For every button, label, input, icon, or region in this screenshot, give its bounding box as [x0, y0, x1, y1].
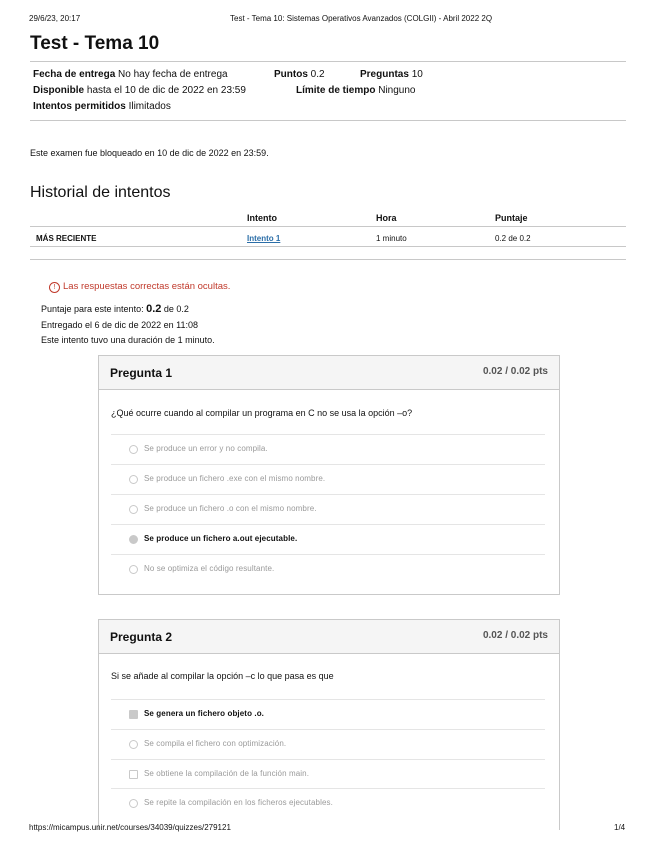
hidden-answers-warning	[49, 281, 230, 293]
points-label: Puntos	[274, 69, 308, 80]
option-label: No se optimiza el código resultante.	[144, 564, 275, 573]
print-document-title: Test - Tema 10: Sistemas Operativos Avanzados (COLGII) - Abril 2022 2Q	[230, 14, 493, 23]
score-prefix: Puntaje para este intento:	[41, 304, 144, 314]
submitted-at: Entregado el 6 de dic de 2022 en 11:08	[41, 320, 198, 330]
score-value: 0.2	[146, 303, 162, 315]
attempts-info	[33, 101, 171, 112]
available-label: Disponible	[33, 85, 85, 96]
question-2-option-3[interactable]	[111, 759, 545, 789]
question-1-title: Pregunta 1	[110, 366, 173, 380]
radio-icon[interactable]	[129, 740, 138, 749]
option-label: Se produce un fichero .o con el mismo nombre.	[144, 504, 317, 513]
radio-icon[interactable]	[129, 475, 138, 484]
question-1-card	[98, 355, 560, 595]
question-2-title: Pregunta 2	[110, 630, 173, 644]
option-label: Se compila el fichero con optimización.	[144, 739, 287, 748]
question-2-card	[98, 619, 560, 830]
radio-selected-icon[interactable]	[129, 535, 138, 544]
question-2-text: Si se añade al compilar la opción –c lo que pasa es que	[111, 671, 334, 681]
question-1-header	[99, 356, 559, 390]
question-1-option-2[interactable]	[111, 464, 545, 494]
history-header-divider	[30, 226, 626, 227]
history-row-score: 0.2 de 0.2	[495, 234, 531, 243]
option-label: Se produce un error y no compila.	[144, 444, 268, 453]
question-1-option-4[interactable]	[111, 524, 545, 554]
due-date-value: No hay fecha de entrega	[118, 69, 228, 80]
due-date-label: Fecha de entrega	[33, 69, 116, 80]
history-row-label: MÁS RECIENTE	[36, 234, 97, 243]
question-2-points: 0.02 / 0.02 pts	[482, 630, 548, 641]
radio-icon[interactable]	[129, 445, 138, 454]
points-value: 0.2	[310, 69, 325, 80]
history-column-score: Puntaje	[495, 213, 528, 223]
question-1-option-1[interactable]	[111, 434, 545, 464]
question-1-text: ¿Qué ocurre cuando al compilar un programa en C no se usa la opción –o?	[111, 408, 413, 418]
points-info	[274, 69, 325, 80]
checkbox-checked-icon[interactable]	[129, 710, 138, 719]
option-label-selected: Se genera un fichero objeto .o.	[144, 709, 265, 718]
questions-value: 10	[411, 69, 423, 80]
score-suffix: de 0.2	[163, 304, 189, 314]
title-divider	[30, 61, 626, 62]
attempt-score	[41, 303, 189, 315]
page-title: Test - Tema 10	[30, 33, 160, 54]
history-row-divider	[30, 246, 626, 247]
question-2-option-4[interactable]	[111, 788, 545, 818]
history-title: Historial de intentos	[30, 184, 171, 201]
hidden-answers-text: Las respuestas correctas están ocultas.	[63, 281, 231, 292]
option-label: Se repite la compilación en los ficheros ejecutables.	[144, 798, 333, 807]
checkbox-icon[interactable]	[129, 770, 138, 779]
option-label: Se obtiene la compilación de la función main.	[144, 769, 310, 778]
available-value: hasta el 10 de dic de 2022 en 23:59	[86, 85, 246, 96]
option-label: Se produce un fichero .exe con el mismo nombre.	[144, 474, 326, 483]
print-datetime: 29/6/23, 20:17	[29, 14, 81, 23]
print-footer-url: https://micampus.unir.net/courses/34039/quizzes/279121	[29, 823, 231, 832]
available-info	[33, 85, 246, 96]
history-column-attempt: Intento	[247, 213, 277, 223]
questions-label: Preguntas	[360, 69, 409, 80]
attempts-value: Ilimitados	[128, 101, 171, 112]
time-limit-value: Ninguno	[378, 85, 416, 96]
question-2-header	[99, 620, 559, 654]
lock-notice: Este examen fue bloqueado en 10 de dic de 2022 en 23:59.	[30, 148, 269, 158]
questions-info	[360, 69, 423, 80]
option-label-selected: Se produce un fichero a.out ejecutable.	[144, 534, 298, 543]
attempts-label: Intentos permitidos	[33, 101, 126, 112]
history-bottom-divider	[30, 259, 626, 260]
question-2-option-2[interactable]	[111, 729, 545, 759]
warning-icon: !	[49, 282, 60, 293]
attempt-1-link[interactable]: Intento 1	[247, 234, 281, 243]
question-1-option-3[interactable]	[111, 494, 545, 524]
due-date-info	[33, 69, 228, 80]
radio-icon[interactable]	[129, 565, 138, 574]
meta-divider	[30, 120, 626, 121]
attempt-duration: Este intento tuvo una duración de 1 minuto.	[41, 335, 215, 345]
history-column-time: Hora	[376, 213, 397, 223]
radio-icon[interactable]	[129, 505, 138, 514]
time-limit-label: Límite de tiempo	[296, 85, 376, 96]
history-row-time: 1 minuto	[376, 234, 407, 243]
radio-icon[interactable]	[129, 799, 138, 808]
question-2-option-1[interactable]	[111, 699, 545, 729]
print-page-number: 1/4	[614, 823, 626, 832]
question-1-option-5[interactable]	[111, 554, 545, 584]
question-1-points: 0.02 / 0.02 pts	[482, 366, 548, 377]
time-limit-info	[296, 85, 416, 96]
